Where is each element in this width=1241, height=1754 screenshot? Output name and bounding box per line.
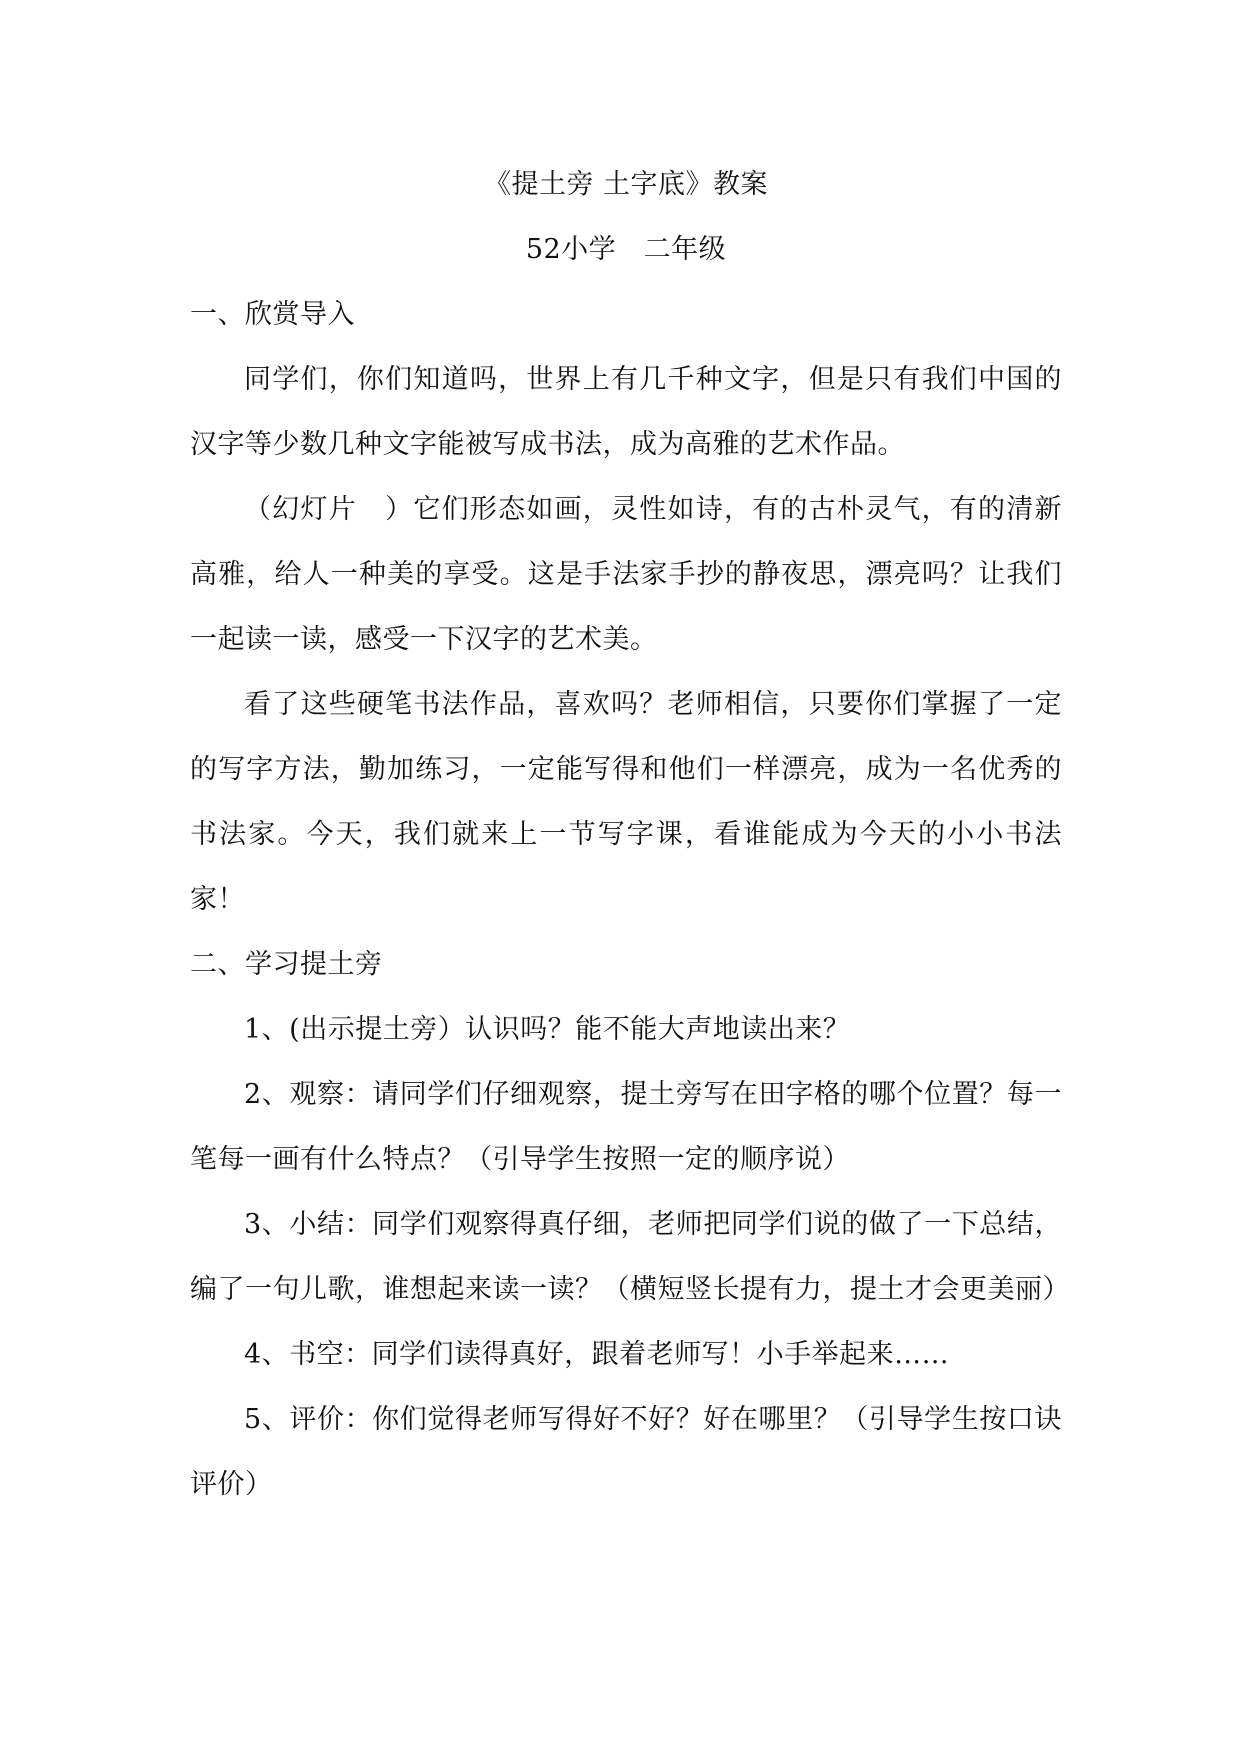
list-item: 3、小结：同学们观察得真仔细，老师把同学们说的做了一下总结，编了一句儿歌，谁想起来读一读？（横短竖长提有力，提土才会更美丽） [190,1209,1070,1305]
document-title: 《提土旁 土字底》教案 [483,169,769,200]
list-item: 4、书空：同学们读得真好，跟着老师写！小手举起来…… [244,1339,950,1370]
paragraph: 看了这些硬笔书法作品，喜欢吗？老师相信，只要你们掌握了一定的写字方法，勤加练习，一定能写得和他们一样漂亮，成为一名优秀的书法家。今天，我们就来上一节写字课，看谁能成为今天的小小书法家！ [190,689,1062,915]
paragraph: （幻灯片 ）它们形态如画，灵性如诗，有的古朴灵气，有的清新高雅，给人一种美的享受。这是手法家手抄的静夜思，漂亮吗？让我们一起读一读，感受一下汉字的艺术美。 [190,494,1062,655]
section-heading-2: 二、学习提土旁 [190,949,383,980]
document-body [190,152,1070,1517]
list-item: 1、(出示提土旁）认识吗？能不能大声地读出来？ [244,1014,851,1045]
paragraph: 同学们，你们知道吗，世界上有几千种文字，但是只有我们中国的汉字等少数几种文字能被写成书法，成为高雅的艺术作品。 [190,364,1062,460]
list-item: 2、观察：请同学们仔细观察，提土旁写在田字格的哪个位置？每一笔每一画有什么特点？（引导学生按照一定的顺序说） [190,1079,1062,1175]
list-item: 5、评价：你们觉得老师写得好不好？好在哪里？（引导学生按口诀评价） [190,1404,1062,1500]
section-heading-1: 一、欣赏导入 [190,299,355,330]
document-subtitle: 52小学 二年级 [525,234,727,265]
